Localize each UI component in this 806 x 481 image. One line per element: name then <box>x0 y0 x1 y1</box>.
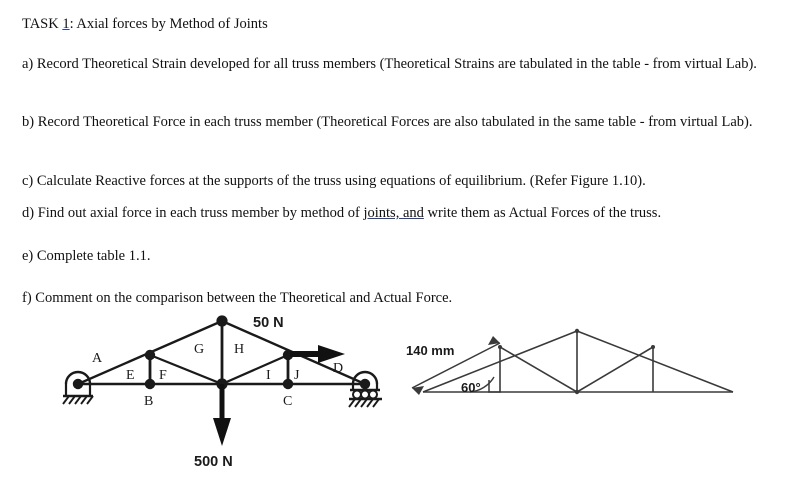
label-J: J <box>294 368 300 383</box>
roller-support-hatching <box>349 399 379 407</box>
joint-dot-C <box>283 379 293 389</box>
instruction-d <box>22 203 790 224</box>
instruction-b: b) Record Theoretical Force in each truss member (Theoretical Forces are also tabulated in the same table - from virtual Lab). <box>22 114 753 130</box>
vertical-load-arrow <box>213 384 231 446</box>
label-C: C <box>283 394 293 409</box>
angle-label-60: 60° <box>461 380 481 395</box>
instruction-d-underlined: joints, and <box>363 205 424 221</box>
dim-truss-diagonal-right <box>577 347 653 392</box>
instruction-d-post: write them as Actual Forces of the truss. <box>423 205 662 221</box>
dim-node-right <box>651 345 655 349</box>
instruction-f: f) Comment on the comparison between the Theoretical and Actual Force. <box>22 290 453 306</box>
dim-node-apex <box>575 329 579 333</box>
instruction-d-pre: d) Find out axial force in each truss member by method of <box>22 205 364 221</box>
dimension-label-140mm: 140 mm <box>406 343 455 358</box>
joint-dot-left-support <box>73 379 83 389</box>
figures-svg <box>0 300 806 481</box>
load-label-50n: 50 N <box>253 315 284 331</box>
label-F: F <box>159 368 167 383</box>
instruction-e: e) Complete table 1.1. <box>22 248 151 264</box>
label-G: G <box>194 342 205 357</box>
joint-dot-B <box>145 379 155 389</box>
label-A: A <box>92 351 103 366</box>
roller-support <box>349 372 382 407</box>
task-title-suffix: : Axial forces by Method of Joints <box>69 16 268 32</box>
label-H: H <box>234 342 245 357</box>
label-I: I <box>266 368 271 383</box>
load-label-500n: 500 N <box>194 454 233 470</box>
joint-dot-apex <box>216 315 227 326</box>
truss-dimension-diagram <box>406 329 733 395</box>
figures-container <box>0 300 806 481</box>
instruction-a: a) Record Theoretical Strain developed for all truss members (Theoretical Strains are tabulated in the table - from virtual Lab). <box>22 56 757 72</box>
dim-truss-diagonal-left <box>500 347 577 392</box>
task-title-prefix: TASK <box>22 16 63 32</box>
dim-node-center <box>575 390 579 394</box>
page-title <box>22 14 782 35</box>
label-B: B <box>144 394 154 409</box>
truss-free-body-diagram <box>63 315 382 470</box>
instruction-c: c) Calculate Reactive forces at the supports of the truss using equations of equilibrium. (Refer Figure 1.10). <box>22 173 646 189</box>
joint-dot-top-left <box>145 350 155 360</box>
joint-dot-right-support <box>360 379 370 389</box>
dim-truss-rafter-right <box>577 331 733 392</box>
truss-diagonal-I <box>222 355 288 384</box>
label-E: E <box>126 368 135 383</box>
dim-node-left <box>498 345 502 349</box>
label-D: D <box>333 361 344 376</box>
task-number: 1 <box>62 16 70 32</box>
